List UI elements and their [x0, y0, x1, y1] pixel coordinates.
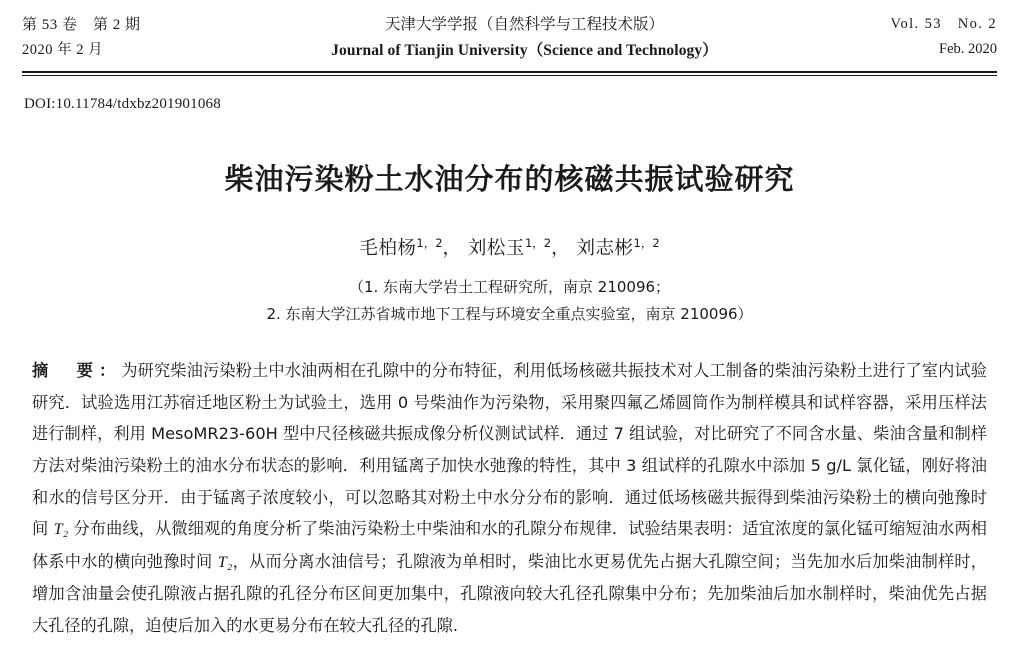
date-cn: 2020 年 2 月	[22, 42, 104, 59]
author-entry	[359, 235, 443, 259]
volume-issue-en: Vol. 53 No. 2	[890, 16, 997, 32]
author-name: 刘松玉	[467, 237, 525, 259]
page-title: 柴油污染粉土水油分布的核磁共振试验研究	[224, 161, 795, 196]
divider-thin	[22, 75, 997, 76]
abstract-text-part: 分布曲线，从微细观的角度分析了柴油污染粉土中柴油和水的孔隙分布规律．试验结果表明：适宜浓度的氯化锰可缩短油水两相体系中水的横向弛豫时间	[32, 519, 987, 571]
affiliation-block	[16, 274, 1003, 330]
author-affil-marker: 1，2	[633, 235, 660, 250]
abstract-text-part: ，从而分离水油信号；孔隙液为单相时，柴油比水更易优先占据大孔隙空间；当先加水后加柴油制样时，增加含油量会使孔隙液占据孔隙的孔径分布区间更加集中，孔隙液向较大孔径孔隙集中分布；先加柴油后加水制样时，柴油优先占据大孔径的孔隙，迫使后加入的水更易分布在较大孔径的孔隙.	[32, 551, 987, 635]
masthead-divider	[22, 71, 997, 76]
affiliation-line: （1. 东南大学岩土工程研究所，南京 210096；	[348, 277, 671, 296]
volume-issue-cn: 第 53 卷 第 2 期	[22, 17, 141, 33]
divider-thick	[22, 71, 997, 73]
abstract-symbol-t2: T₂	[217, 552, 233, 571]
masthead	[16, 0, 1003, 69]
author-affil-marker: 1，2	[524, 235, 552, 250]
journal-title-en: Journal of Tianjin University（Science and Technology）	[331, 42, 718, 60]
abstract-text-part: 为研究柴油污染粉土中水油两相在孔隙中的分布特征，利用低场核磁共振技术对人工制备的柴油污染粉土进行了室内试验研究．试验选用江苏宿迁地区粉土为试验土，选用 0 号柴油作为污染物，采用聚四氟乙烯圆筒作为制样模具和试样容器，采用压样法进行制样，利用 MesoMR23-60H 型中尺径核磁共振成像分析仪测试试样．通过 7 组试验，对比研究了不同含水量、柴油含量和制样方法对柴油污染粉土的油水分布状态的影响．利用锰离子加快水弛豫的特性，其中 3 组试样的孔隙水中添加 5 g/L 氯化锰，刚好将油和水的信号区分开．由于锰离子浓度较小，可以忽略其对粉土中水分分布的影响．通过低场核磁共振得到柴油污染粉土的横向弛豫时间	[32, 361, 987, 539]
author-separator: ，	[551, 237, 571, 259]
author-separator: ，	[442, 237, 462, 259]
doi-line: DOI:10.11784/tdxbz201901068	[24, 95, 221, 112]
author-name: 毛柏杨	[359, 237, 417, 259]
author-entry	[576, 235, 660, 259]
affiliation-line: 2. 东南大学江苏省城市地下工程与环境安全重点实验室，南京 210096）	[266, 305, 753, 324]
author-name: 刘志彬	[576, 237, 634, 259]
abstract-block	[32, 355, 987, 641]
abstract-label: 摘 要：	[32, 361, 122, 381]
masthead-right	[797, 12, 997, 63]
masthead-center	[252, 12, 797, 65]
date-en: Feb. 2020	[939, 41, 997, 58]
masthead-left	[22, 12, 252, 64]
author-entry	[467, 235, 552, 259]
author-affil-marker: 1，2	[416, 235, 443, 250]
abstract-symbol-t2: T₂	[53, 520, 69, 539]
journal-title-cn: 天津大学学报（自然科学与工程技术版）	[384, 16, 664, 33]
author-list	[16, 234, 1003, 260]
